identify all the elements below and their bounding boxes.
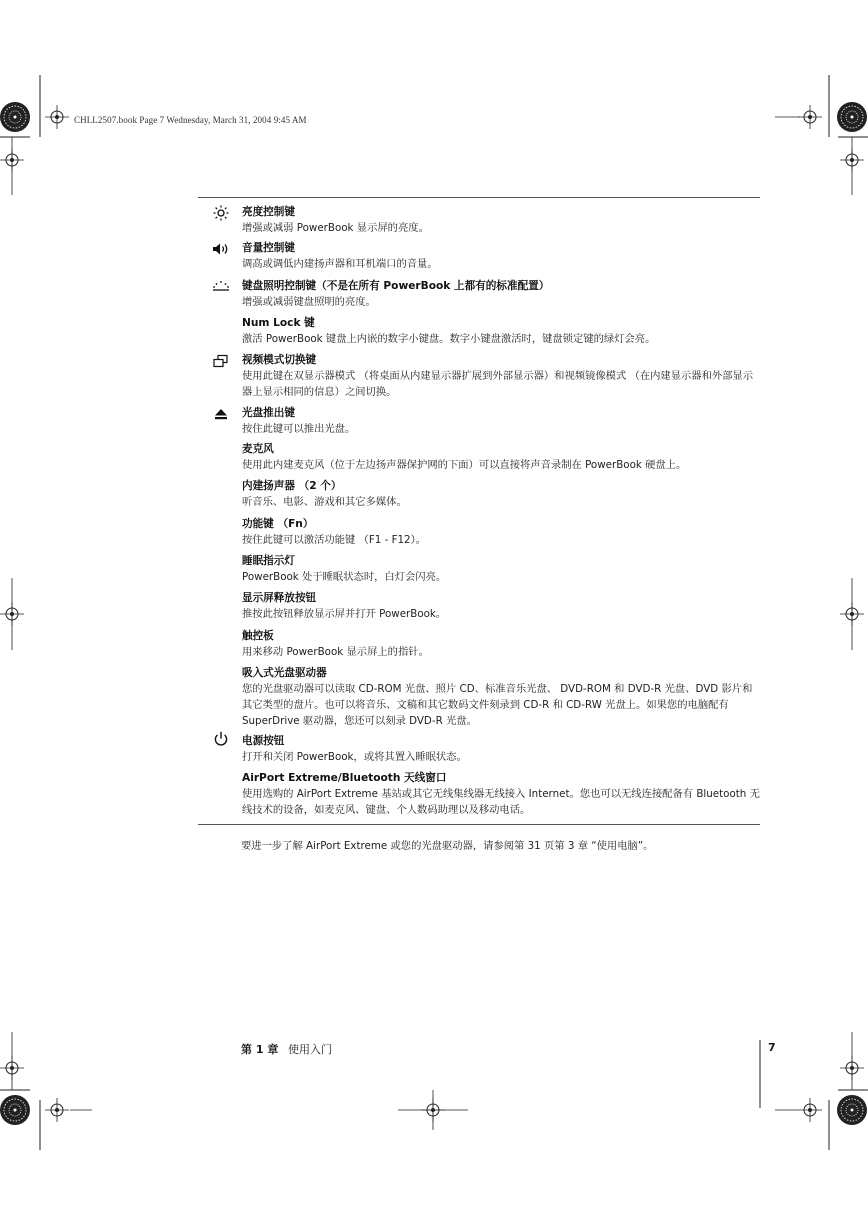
page-number: 7 bbox=[768, 1041, 776, 1054]
entry-description: 使用此内建麦克风（位于左边扬声器保护网的下面）可以直接将声音录制在 PowerBook 硬盘上。 bbox=[242, 459, 687, 471]
volume-icon bbox=[210, 241, 232, 257]
power-icon bbox=[210, 731, 232, 747]
entry-title: 光盘推出键 bbox=[242, 407, 295, 419]
entry-description: 用来移动 PowerBook 显示屏上的指针。 bbox=[242, 646, 429, 658]
entry-sleep-indicator bbox=[242, 554, 762, 585]
registration-mark bbox=[798, 105, 822, 129]
entry-title: Num Lock 键 bbox=[242, 317, 315, 329]
entry-title: 电源按钮 bbox=[242, 735, 285, 747]
entry-title: 音量控制键 bbox=[242, 242, 295, 254]
entry-description: PowerBook 处于睡眠状态时，白灯会闪亮。 bbox=[242, 571, 447, 583]
star-mark bbox=[0, 1095, 30, 1125]
entry-description: 按住此键可以激活功能键 （F1 - F12）。 bbox=[242, 534, 427, 546]
entry-description: 按住此键可以推出光盘。 bbox=[242, 423, 356, 435]
entry-volume-keys bbox=[242, 241, 762, 272]
entry-title: 内建扬声器 （2 个） bbox=[242, 480, 342, 492]
entry-title: 功能键 （Fn） bbox=[242, 518, 314, 530]
entry-description: 使用选购的 AirPort Extreme 基站或其它无线集线器无线接入 Internet。您也可以无线连接配备有 Bluetooth 无线技术的设备，如麦克风、键盘、个人数码助理以及移动电话。 bbox=[242, 788, 760, 816]
entry-title: 睡眠指示灯 bbox=[242, 555, 295, 567]
reference-note: 要进一步了解 AirPort Extreme 或您的光盘驱动器，请参阅第 31 页第 3 章 “使用电脑”。 bbox=[241, 840, 654, 852]
star-mark bbox=[837, 1095, 867, 1125]
entry-power-button bbox=[242, 734, 762, 765]
registration-mark bbox=[45, 1098, 69, 1122]
entry-title: 亮度控制键 bbox=[242, 206, 295, 218]
entry-speakers bbox=[242, 479, 762, 510]
registration-mark bbox=[798, 1098, 822, 1122]
entry-display-release-button bbox=[242, 591, 762, 622]
video-mirroring-icon bbox=[210, 353, 232, 369]
star-mark bbox=[0, 102, 30, 132]
entry-title: 键盘照明控制键（不是在所有 PowerBook 上都有的标准配置） bbox=[242, 280, 550, 292]
entry-description: 增强或减弱键盘照明的亮度。 bbox=[242, 296, 376, 308]
brightness-icon bbox=[210, 205, 232, 221]
chapter-title: 使用入门 bbox=[288, 1043, 332, 1056]
keyboard-illumination-icon bbox=[210, 279, 232, 295]
entry-function-key bbox=[242, 517, 762, 548]
entry-video-mode-key bbox=[242, 353, 762, 400]
entry-title: AirPort Extreme/Bluetooth 天线窗口 bbox=[242, 772, 447, 784]
entry-num-lock-key bbox=[242, 316, 762, 347]
star-mark bbox=[837, 102, 867, 132]
entry-description: 使用此键在双显示器模式 （将桌面从内建显示器扩展到外部显示器）和视频镜像模式 （在内建显示器和外部显示器上显示相同的信息）之间切换。 bbox=[242, 370, 754, 398]
entry-title: 触控板 bbox=[242, 630, 274, 642]
entry-title: 视频模式切换键 bbox=[242, 354, 317, 366]
entry-title: 显示屏释放按钮 bbox=[242, 592, 317, 604]
entry-description: 调高或调低内建扬声器和耳机端口的音量。 bbox=[242, 258, 438, 270]
book-header: CHLL2507.book Page 7 Wednesday, March 31, 2004 9:45 AM bbox=[74, 115, 307, 125]
entry-title: 吸入式光盘驱动器 bbox=[242, 667, 327, 679]
entry-brightness-keys bbox=[242, 205, 762, 236]
entry-eject-key bbox=[242, 406, 762, 437]
bottom-rule bbox=[198, 824, 760, 825]
entry-optical-drive bbox=[242, 666, 762, 729]
entry-description: 激活 PowerBook 键盘上内嵌的数字小键盘。数字小键盘激活时，键盘锁定键的绿灯会亮。 bbox=[242, 333, 656, 345]
registration-mark bbox=[45, 105, 69, 129]
eject-icon bbox=[210, 406, 232, 422]
entry-description: 听音乐、电影、游戏和其它多媒体。 bbox=[242, 496, 407, 508]
chapter-number: 第 1 章 bbox=[241, 1043, 279, 1056]
entry-trackpad bbox=[242, 629, 762, 660]
entry-description: 推按此按钮释放显示屏并打开 PowerBook。 bbox=[242, 608, 447, 620]
entry-antenna-window bbox=[242, 771, 762, 818]
entry-description: 增强或减弱 PowerBook 显示屏的亮度。 bbox=[242, 222, 429, 234]
entry-description: 打开和关闭 PowerBook，或将其置入睡眠状态。 bbox=[242, 751, 467, 763]
top-rule bbox=[198, 197, 760, 198]
entry-keyboard-illumination-keys bbox=[242, 279, 762, 310]
entry-title: 麦克风 bbox=[242, 443, 274, 455]
entry-description: 您的光盘驱动器可以读取 CD-ROM 光盘、照片 CD、标准音乐光盘、 DVD-ROM 和 DVD-R 光盘、DVD 影片和其它类型的盘片。也可以将音乐、文稿和其它数码文件刻录到 CD-R 和 CD-RW 光盘上。如果您的电脑配有 SuperDrive 驱动器，您还可以刻录 DVD-R 光盘。 bbox=[242, 683, 753, 727]
entry-microphone bbox=[242, 442, 762, 473]
